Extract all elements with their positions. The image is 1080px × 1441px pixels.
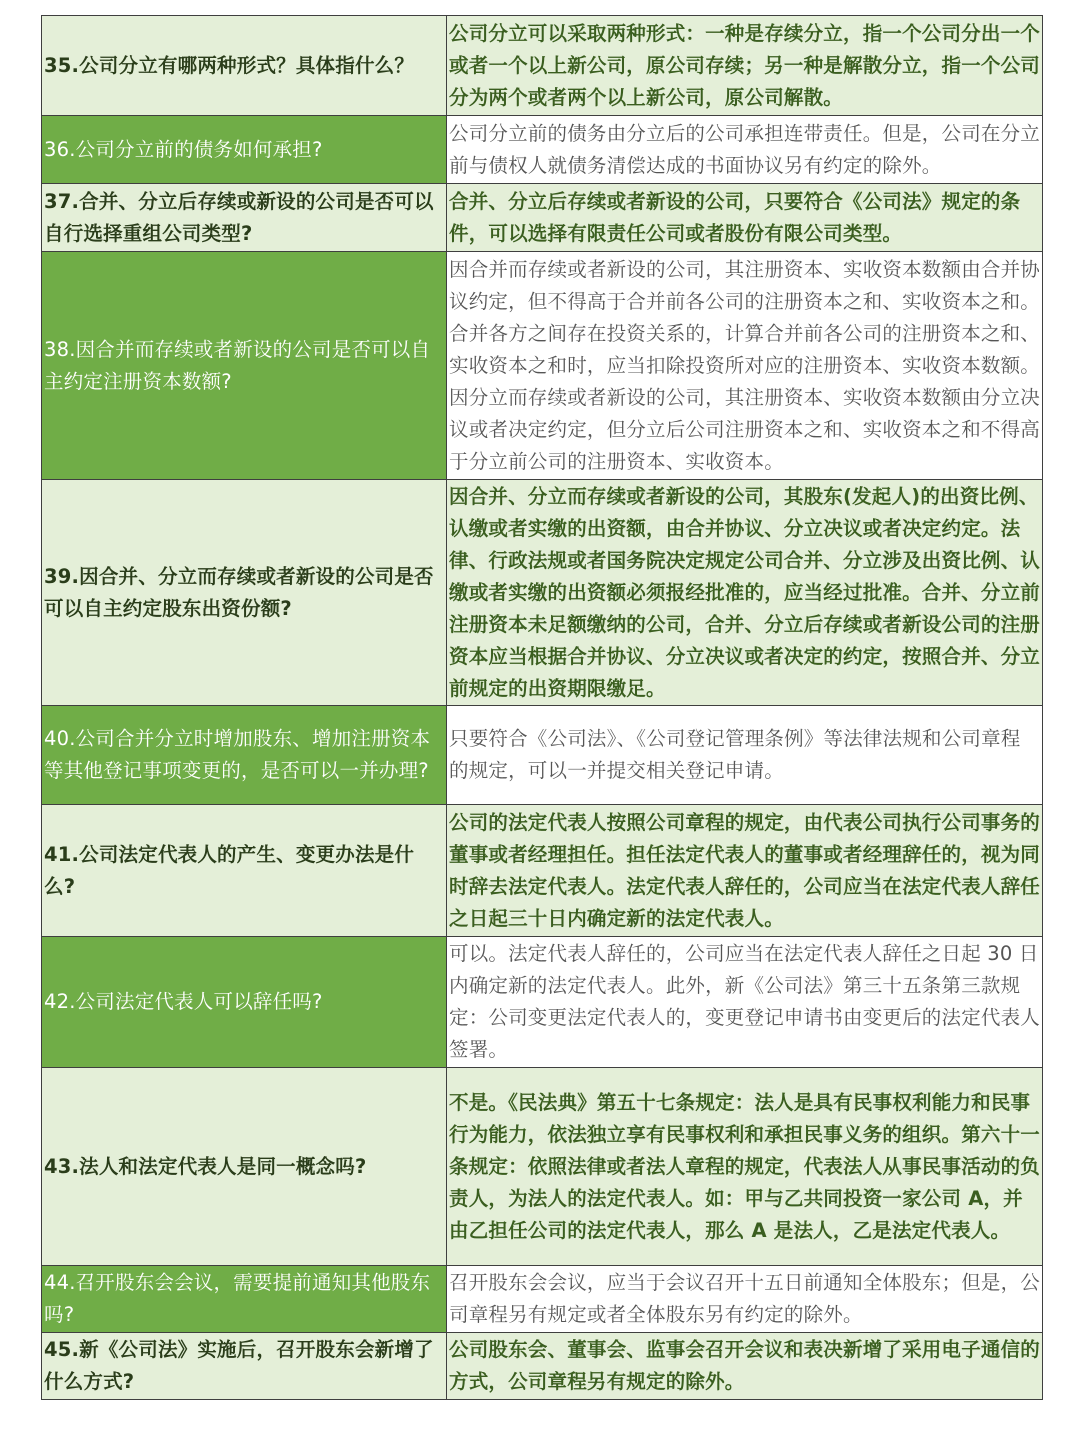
question-cell: 36.公司分立前的债务如何承担? (42, 116, 447, 184)
answer-cell: 召开股东会会议，应当于会议召开十五日前通知全体股东；但是，公司章程另有规定或者全体股东另有约定的除外。 (447, 1266, 1043, 1333)
table-row (42, 480, 1043, 706)
table-row (42, 706, 1043, 805)
table-row (42, 937, 1043, 1068)
question-cell: 35.公司分立有哪两种形式？具体指什么？ (42, 16, 447, 116)
table-row (42, 1333, 1043, 1400)
answer-cell: 公司股东会、董事会、监事会召开会议和表决新增了采用电子通信的方式，公司章程另有规定的除外。 (447, 1333, 1043, 1400)
answer-cell: 公司分立前的债务由分立后的公司承担连带责任。但是，公司在分立前与债权人就债务清偿达成的书面协议另有约定的除外。 (447, 116, 1043, 184)
answer-cell: 可以。法定代表人辞任的，公司应当在法定代表人辞任之日起 30 日内确定新的法定代表人。此外，新《公司法》第三十五条第三款规定：公司变更法定代表人的，变更登记申请书由变更后的法定代表人签署。 (447, 937, 1043, 1068)
question-cell: 38.因合并而存续或者新设的公司是否可以自主约定注册资本数额? (42, 252, 447, 480)
qa-table (41, 15, 1043, 1400)
question-cell: 40.公司合并分立时增加股东、增加注册资本等其他登记事项变更的，是否可以一并办理? (42, 706, 447, 805)
question-cell: 45.新《公司法》实施后，召开股东会新增了什么方式? (42, 1333, 447, 1400)
table-row (42, 805, 1043, 937)
answer-cell: 不是。《民法典》第五十七条规定：法人是具有民事权利能力和民事行为能力，依法独立享有民事权利和承担民事义务的组织。第六十一条规定：依照法律或者法人章程的规定，代表法人从事民事活动的负责人，为法人的法定代表人。如：甲与乙共同投资一家公司 A，并由乙担任公司的法定代表人，那么 A 是法人，乙是法定代表人。 (447, 1068, 1043, 1266)
question-cell: 44.召开股东会会议，需要提前通知其他股东吗? (42, 1266, 447, 1333)
table-row (42, 252, 1043, 480)
question-cell: 42.公司法定代表人可以辞任吗? (42, 937, 447, 1068)
table-row (42, 16, 1043, 116)
question-cell: 39.因合并、分立而存续或者新设的公司是否可以自主约定股东出资份额? (42, 480, 447, 706)
table-row (42, 116, 1043, 184)
answer-cell: 公司分立可以采取两种形式：一种是存续分立，指一个公司分出一个或者一个以上新公司，原公司存续；另一种是解散分立，指一个公司分为两个或者两个以上新公司，原公司解散。 (447, 16, 1043, 116)
answer-cell: 因合并、分立而存续或者新设的公司，其股东(发起人)的出资比例、认缴或者实缴的出资额，由合并协议、分立决议或者决定约定。法律、行政法规或者国务院决定规定公司合并、分立涉及出资比例、认缴或者实缴的出资额必须报经批准的，应当经过批准。合并、分立前注册资本未足额缴纳的公司，合并、分立后存续或者新设公司的注册资本应当根据合并协议、分立决议或者决定的约定，按照合并、分立前规定的出资期限缴足。 (447, 480, 1043, 706)
answer-cell: 只要符合《公司法》、《公司登记管理条例》等法律法规和公司章程的规定，可以一并提交相关登记申请。 (447, 706, 1043, 805)
table-row (42, 1266, 1043, 1333)
answer-cell: 公司的法定代表人按照公司章程的规定，由代表公司执行公司事务的董事或者经理担任。担任法定代表人的董事或者经理辞任的，视为同时辞去法定代表人。法定代表人辞任的，公司应当在法定代表人辞任之日起三十日内确定新的法定代表人。 (447, 805, 1043, 937)
question-cell: 37.合并、分立后存续或新设的公司是否可以自行选择重组公司类型? (42, 184, 447, 252)
question-cell: 41.公司法定代表人的产生、变更办法是什么? (42, 805, 447, 937)
answer-cell: 合并、分立后存续或者新设的公司，只要符合《公司法》规定的条件，可以选择有限责任公司或者股份有限公司类型。 (447, 184, 1043, 252)
answer-cell: 因合并而存续或者新设的公司，其注册资本、实收资本数额由合并协议约定，但不得高于合并前各公司的注册资本之和、实收资本之和。合并各方之间存在投资关系的，计算合并前各公司的注册资本之和、实收资本之和时，应当扣除投资所对应的注册资本、实收资本数额。因分立而存续或者新设的公司，其注册资本、实收资本数额由分立决议或者决定约定，但分立后公司注册资本之和、实收资本之和不得高于分立前公司的注册资本、实收资本。 (447, 252, 1043, 480)
table-row (42, 184, 1043, 252)
question-cell: 43.法人和法定代表人是同一概念吗? (42, 1068, 447, 1266)
table-row (42, 1068, 1043, 1266)
